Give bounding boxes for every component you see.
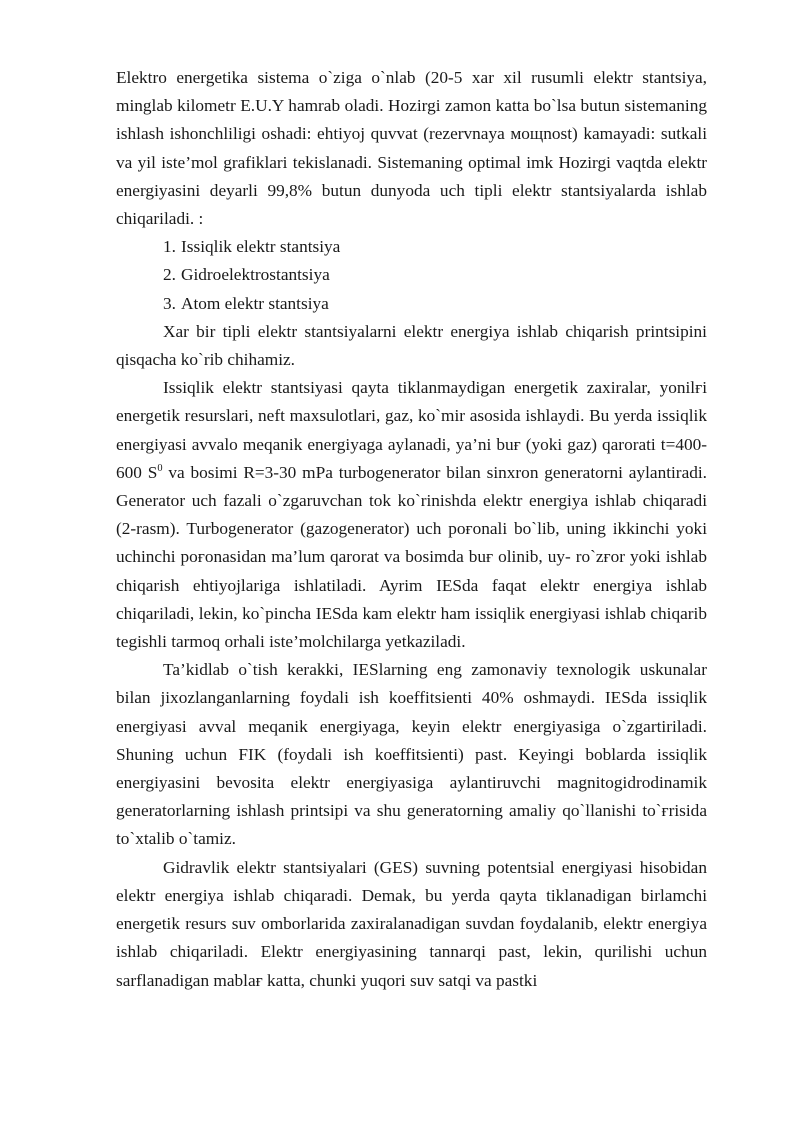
paragraph-thermal-text-a: Issiqlik elektr stantsiyasi qayta tiklanmaydigan energetik zaxiralar, yonilғi energetik resurslari, neft maxsulotlari, gaz, ko`mir asosida ishlaydi. Bu yerda issiqlik energiyasi avvalo meqanik energiyaga aylanadi, ya’ni buғ (yoki gaz) qarorati t=400-600 S bbox=[116, 378, 707, 482]
list-item-number: 3. bbox=[163, 293, 176, 313]
list-item-text: Atom elektr stantsiya bbox=[181, 293, 329, 313]
list-item bbox=[163, 233, 707, 261]
document-page bbox=[116, 64, 707, 995]
list-item bbox=[163, 261, 707, 289]
list-item-number: 1. bbox=[163, 237, 176, 257]
list-item-number: 2. bbox=[163, 265, 176, 285]
paragraph-thermal-text-b: va bosimi R=3-30 mPa turbogenerator bilan sinxron generatorni aylantiradi. Generator uch fazali o`zgaruvchan tok ko`rinishda elektr energiya ishlab chiqaradi (2-rasm). Turbogenerator (gazogenerator) uch poғonali bo`lib, uning ikkinchi yoki uchinchi poғonasidan ma’lum qarorat va bosimda buғ olinib, uy- ro`zғor yoki ishlab chiqarish ehtiyojlariga ishlatiladi. Ayrim IESda faqat elektr energiya ishlab chiqariladi, lekin, ko`pincha IESda kam elektr ham issiqlik energiyasi ishlab chiqarib tegishli tarmoq orhali iste’molchilarga yetkaziladi. bbox=[116, 462, 707, 652]
list-item-text: Issiqlik elektr stantsiya bbox=[181, 237, 341, 257]
station-types-list bbox=[116, 233, 707, 318]
paragraph-efficiency: Ta’kidlab o`tish kerakki, IESlarning eng zamonaviy texnologik uskunalar bilan jixozlanganlarning foydali ish koeffitsienti 40% oshmaydi. IESda issiqlik energiyasi avval meqanik energiyaga, keyin elektr energiyasiga o`zgartiriladi. Shuning uchun FIK (foydali ish koeffitsienti) past. Keyingi boblarda issiqlik energiyasini bevosita elektr energiyasiga aylantiruvchi magnitogidrodinamik generatorlarning ishlash printsipi va shu generatorning amaliy qo`llanishi to`ғrisida to`xtalib o`tamiz. bbox=[116, 660, 707, 849]
list-item bbox=[163, 290, 707, 318]
paragraph-overview: Xar bir tipli elektr stantsiyalarni elektr energiya ishlab chiqarish printsipini qisqacha ko`rib chihamiz. bbox=[116, 321, 707, 370]
paragraph-thermal-station bbox=[116, 374, 707, 656]
list-item-text: Gidroelektrostantsiya bbox=[181, 265, 330, 285]
paragraph-hydro-station: Gidravlik elektr stantsiyalari (GES) suvning potentsial energiyasi hisobidan elektr energiya ishlab chiqaradi. Demak, bu yerda qayta tiklanadigan birlamchi energetik resurs suv omborlarida zaxiralanadigan suvdan foydalanib, elektr energiya ishlab chiqariladi. Elektr energiyasining tannarqi past, lekin, qurilishi uchun sarflanadigan mablaғ katta, chunki yuqori suv satqi va pastki bbox=[116, 857, 707, 990]
paragraph-intro: Elektro energetika sistema o`ziga o`nlab (20-5 xar xil rusumli elektr stantsiya, minglab kilometr E.U.Y hamrab oladi. Hozirgi zamon katta bo`lsa butun sistemaning ishlash ishonchliligi oshadi: ehtiyoj quvvat (rezervnaya мощnost) kamayadi: sutkali va yil iste’mol grafiklari tekislanadi. Sistemaning optimal imk Hozirgi vaqtda elektr energiyasini deyarli 99,8% butun dunyoda uch tipli elektr stantsiyalarda ishlab chiqariladi. : bbox=[116, 68, 707, 229]
degree-superscript: 0 bbox=[157, 463, 163, 475]
